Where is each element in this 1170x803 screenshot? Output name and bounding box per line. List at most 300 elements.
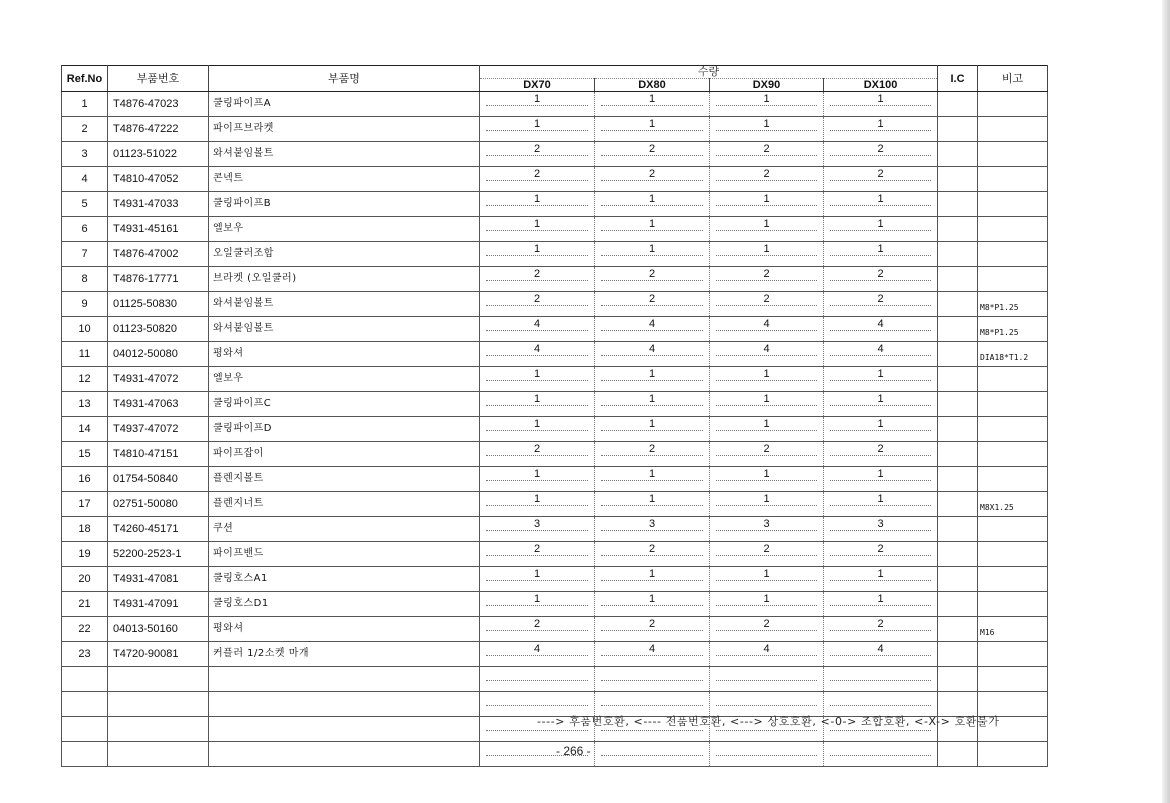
cell-qty-dx70-value: 1 — [486, 419, 588, 431]
cell-part-name: 와셔붙임볼트 — [209, 292, 480, 317]
cell-qty-dx90-value: 2 — [716, 169, 817, 181]
cell-qty-dx80 — [595, 567, 710, 592]
table-row — [62, 117, 1048, 142]
cell-remarks — [978, 267, 1048, 292]
table-row — [62, 317, 1048, 342]
cell-qty-dx100 — [824, 417, 938, 442]
table-row — [62, 742, 1048, 767]
cell-qty-dx90 — [710, 92, 824, 117]
cell-qty-dx70 — [480, 367, 595, 392]
cell-remarks — [978, 517, 1048, 542]
cell-qty-dx80 — [595, 342, 710, 367]
cell-qty-dx80-value: 2 — [601, 169, 703, 181]
cell-qty-dx80-value: 2 — [601, 144, 703, 156]
cell-qty-dx70-value: 2 — [486, 169, 588, 181]
cell-qty-dx80-value: 1 — [601, 594, 703, 606]
cell-qty-dx80-value: 2 — [601, 294, 703, 306]
cell-qty-dx100-value: 4 — [830, 319, 931, 331]
cell-qty-dx90 — [710, 217, 824, 242]
cell-qty-dx100-value: 2 — [830, 444, 931, 456]
cell-qty-dx80-value: 1 — [601, 494, 703, 506]
cell-qty-dx80-value: 1 — [601, 94, 703, 106]
cell-qty-dx80 — [595, 392, 710, 417]
cell-qty-dx70-value: 1 — [486, 194, 588, 206]
cell-qty-dx80 — [595, 267, 710, 292]
cell-part-no: 01123-51022 — [108, 142, 209, 167]
table-row — [62, 367, 1048, 392]
cell-ref-no: 14 — [62, 417, 108, 442]
cell-ref-no: 9 — [62, 292, 108, 317]
cell-qty-dx90 — [710, 167, 824, 192]
cell-qty-dx90 — [710, 642, 824, 667]
cell-qty-dx90-value: 4 — [716, 644, 817, 656]
cell-qty-dx70 — [480, 592, 595, 617]
cell-qty-dx80-value: 2 — [601, 444, 703, 456]
cell-qty-dx100 — [824, 117, 938, 142]
cell-qty-dx90 — [710, 742, 824, 767]
cell-qty-dx80 — [595, 542, 710, 567]
cell-qty-dx80-value: 1 — [601, 119, 703, 131]
cell-qty-dx100-value: 1 — [830, 394, 931, 406]
cell-qty-dx80-value: 4 — [601, 344, 703, 356]
cell-ref-no: 1 — [62, 92, 108, 117]
cell-qty-dx100-value: 3 — [830, 519, 931, 531]
cell-qty-dx90 — [710, 117, 824, 142]
cell-qty-dx70-value: 1 — [486, 369, 588, 381]
cell-qty-dx90 — [710, 442, 824, 467]
cell-qty-dx100-value: 4 — [830, 644, 931, 656]
cell-qty-dx100 — [824, 92, 938, 117]
cell-ref-no: 22 — [62, 617, 108, 642]
cell-qty-dx80 — [595, 417, 710, 442]
table-row — [62, 667, 1048, 692]
table-row — [62, 392, 1048, 417]
header-model-dx70: DX70 — [480, 79, 595, 92]
cell-qty-dx80-value: 1 — [601, 369, 703, 381]
table-row — [62, 617, 1048, 642]
cell-qty-dx70 — [480, 92, 595, 117]
cell-qty-dx80-value: 1 — [601, 469, 703, 481]
cell-qty-dx100 — [824, 242, 938, 267]
cell-qty-dx80 — [595, 367, 710, 392]
cell-qty-dx100 — [824, 667, 938, 692]
cell-remarks — [978, 92, 1048, 117]
cell-qty-dx90 — [710, 467, 824, 492]
cell-part-no: T4876-47222 — [108, 117, 209, 142]
cell-part-name: 쿨링파이프C — [209, 392, 480, 417]
cell-remarks — [978, 642, 1048, 667]
header-model-dx100: DX100 — [824, 79, 938, 92]
cell-qty-dx80-value: 1 — [601, 244, 703, 256]
table-row — [62, 492, 1048, 517]
cell-qty-dx100 — [824, 292, 938, 317]
cell-ref-no: 6 — [62, 217, 108, 242]
cell-remarks: M8*P1.25 — [978, 317, 1048, 342]
cell-qty-dx80-value: 2 — [601, 619, 703, 631]
cell-qty-dx80-value: 1 — [601, 569, 703, 581]
cell-qty-dx70 — [480, 517, 595, 542]
cell-ref-no: 8 — [62, 267, 108, 292]
cell-qty-dx100-value: 2 — [830, 169, 931, 181]
cell-qty-dx90-value: 2 — [716, 619, 817, 631]
cell-ic — [938, 667, 978, 692]
cell-part-name: 오일쿨러조합 — [209, 242, 480, 267]
cell-part-no: 04013-50160 — [108, 617, 209, 642]
cell-ref-no: 11 — [62, 342, 108, 367]
cell-qty-dx90-value — [716, 694, 817, 706]
cell-part-no — [108, 667, 209, 692]
cell-qty-dx80-value: 1 — [601, 419, 703, 431]
cell-part-name: 쿨링호스A1 — [209, 567, 480, 592]
cell-ic — [938, 392, 978, 417]
cell-qty-dx80 — [595, 142, 710, 167]
cell-qty-dx70-value: 1 — [486, 494, 588, 506]
cell-qty-dx70-value: 1 — [486, 594, 588, 606]
cell-part-name: 평와셔 — [209, 342, 480, 367]
cell-qty-dx90 — [710, 192, 824, 217]
cell-qty-dx100 — [824, 217, 938, 242]
cell-remarks — [978, 167, 1048, 192]
cell-qty-dx90-value: 2 — [716, 269, 817, 281]
cell-part-no: T4876-47023 — [108, 92, 209, 117]
cell-qty-dx70 — [480, 417, 595, 442]
cell-qty-dx100 — [824, 192, 938, 217]
cell-part-no: T4931-45161 — [108, 217, 209, 242]
header-remarks: 비고 — [978, 66, 1048, 92]
cell-qty-dx80 — [595, 592, 710, 617]
cell-ref-no: 15 — [62, 442, 108, 467]
cell-ic — [938, 317, 978, 342]
cell-qty-dx90-value: 1 — [716, 194, 817, 206]
cell-remarks — [978, 542, 1048, 567]
cell-qty-dx70 — [480, 342, 595, 367]
table-row — [62, 217, 1048, 242]
table-row — [62, 292, 1048, 317]
cell-qty-dx90 — [710, 242, 824, 267]
cell-part-name — [209, 742, 480, 767]
cell-qty-dx70-value: 2 — [486, 144, 588, 156]
cell-qty-dx70 — [480, 267, 595, 292]
cell-ic — [938, 167, 978, 192]
cell-part-no: T4931-47063 — [108, 392, 209, 417]
cell-qty-dx80-value — [601, 669, 703, 681]
cell-remarks — [978, 467, 1048, 492]
cell-qty-dx70 — [480, 642, 595, 667]
table-row — [62, 642, 1048, 667]
cell-qty-dx100 — [824, 167, 938, 192]
table-row — [62, 467, 1048, 492]
cell-remarks — [978, 242, 1048, 267]
cell-qty-dx100-value: 1 — [830, 219, 931, 231]
cell-qty-dx70 — [480, 667, 595, 692]
cell-qty-dx70 — [480, 542, 595, 567]
cell-part-name: 엘보우 — [209, 367, 480, 392]
table-row — [62, 592, 1048, 617]
cell-part-name: 파이프브라켓 — [209, 117, 480, 142]
table-row — [62, 242, 1048, 267]
cell-part-name: 파이프밴드 — [209, 542, 480, 567]
cell-qty-dx90 — [710, 592, 824, 617]
cell-qty-dx80 — [595, 292, 710, 317]
cell-ic — [938, 242, 978, 267]
header-ic: I.C — [938, 66, 978, 92]
cell-qty-dx80 — [595, 492, 710, 517]
cell-qty-dx90 — [710, 617, 824, 642]
cell-ref-no: 17 — [62, 492, 108, 517]
cell-qty-dx100-value: 2 — [830, 294, 931, 306]
cell-qty-dx90 — [710, 417, 824, 442]
cell-ref-no: 5 — [62, 192, 108, 217]
cell-qty-dx100 — [824, 542, 938, 567]
cell-qty-dx90-value — [716, 744, 817, 756]
cell-ic — [938, 442, 978, 467]
cell-ref-no — [62, 667, 108, 692]
cell-qty-dx70-value: 2 — [486, 294, 588, 306]
cell-qty-dx70-value: 1 — [486, 469, 588, 481]
cell-qty-dx100-value: 4 — [830, 344, 931, 356]
table-row — [62, 417, 1048, 442]
cell-ref-no: 3 — [62, 142, 108, 167]
cell-ref-no: 4 — [62, 167, 108, 192]
cell-part-no: 01125-50830 — [108, 292, 209, 317]
cell-part-no: T4260-45171 — [108, 517, 209, 542]
cell-ic — [938, 267, 978, 292]
cell-qty-dx80-value: 3 — [601, 519, 703, 531]
cell-qty-dx80-value — [601, 744, 703, 756]
cell-qty-dx90-value: 2 — [716, 294, 817, 306]
cell-qty-dx70-value: 2 — [486, 544, 588, 556]
cell-qty-dx100-value: 2 — [830, 269, 931, 281]
cell-qty-dx100-value: 1 — [830, 494, 931, 506]
cell-qty-dx90-value: 1 — [716, 244, 817, 256]
cell-part-no — [108, 742, 209, 767]
cell-ic — [938, 292, 978, 317]
cell-qty-dx90-value: 4 — [716, 319, 817, 331]
cell-part-no: T4937-47072 — [108, 417, 209, 442]
cell-qty-dx100-value: 1 — [830, 94, 931, 106]
cell-part-name — [209, 717, 480, 742]
cell-qty-dx100-value — [830, 744, 931, 756]
cell-qty-dx80 — [595, 192, 710, 217]
cell-qty-dx100-value: 1 — [830, 594, 931, 606]
cell-ic — [938, 542, 978, 567]
cell-qty-dx70-value — [486, 694, 588, 706]
cell-qty-dx100-value: 1 — [830, 569, 931, 581]
header-model-dx90: DX90 — [710, 79, 824, 92]
cell-qty-dx100-value: 2 — [830, 619, 931, 631]
cell-qty-dx90-value: 1 — [716, 594, 817, 606]
cell-qty-dx70-value: 2 — [486, 444, 588, 456]
cell-qty-dx90-value: 2 — [716, 544, 817, 556]
cell-qty-dx90-value: 1 — [716, 119, 817, 131]
cell-qty-dx70 — [480, 292, 595, 317]
cell-ic — [938, 617, 978, 642]
cell-part-name: 파이프잡이 — [209, 442, 480, 467]
cell-part-no: T4876-47002 — [108, 242, 209, 267]
cell-qty-dx90 — [710, 667, 824, 692]
cell-part-name: 콘넥트 — [209, 167, 480, 192]
cell-part-name: 커플러 1/2소켓 마개 — [209, 642, 480, 667]
cell-qty-dx100 — [824, 442, 938, 467]
cell-qty-dx100 — [824, 367, 938, 392]
cell-ic — [938, 367, 978, 392]
cell-part-no: T4931-47072 — [108, 367, 209, 392]
page-number: - 266 - — [556, 744, 591, 758]
cell-qty-dx70 — [480, 442, 595, 467]
cell-part-no: T4810-47052 — [108, 167, 209, 192]
cell-part-no: T4876-17771 — [108, 267, 209, 292]
cell-qty-dx90-value — [716, 669, 817, 681]
cell-ref-no — [62, 692, 108, 717]
cell-qty-dx80 — [595, 92, 710, 117]
cell-qty-dx70-value: 4 — [486, 644, 588, 656]
cell-ic — [938, 217, 978, 242]
table-row — [62, 342, 1048, 367]
cell-qty-dx90-value: 4 — [716, 344, 817, 356]
cell-qty-dx100-value: 1 — [830, 369, 931, 381]
cell-ic — [938, 467, 978, 492]
cell-remarks — [978, 217, 1048, 242]
header-quantity: 수량 — [480, 66, 938, 79]
cell-part-no — [108, 692, 209, 717]
cell-qty-dx80-value: 1 — [601, 219, 703, 231]
cell-qty-dx90 — [710, 367, 824, 392]
cell-qty-dx80 — [595, 667, 710, 692]
cell-qty-dx100-value: 1 — [830, 194, 931, 206]
cell-ic — [938, 742, 978, 767]
cell-qty-dx90 — [710, 292, 824, 317]
cell-qty-dx80 — [595, 742, 710, 767]
header-part-no: 부품번호 — [108, 66, 209, 92]
cell-part-no: 02751-50080 — [108, 492, 209, 517]
cell-ref-no: 19 — [62, 542, 108, 567]
cell-ref-no — [62, 742, 108, 767]
cell-qty-dx70-value: 1 — [486, 244, 588, 256]
cell-qty-dx100-value: 1 — [830, 419, 931, 431]
cell-qty-dx100-value: 2 — [830, 544, 931, 556]
cell-qty-dx100 — [824, 342, 938, 367]
cell-remarks: M8*P1.25 — [978, 292, 1048, 317]
cell-qty-dx80 — [595, 517, 710, 542]
header-ref-no: Ref.No — [62, 66, 108, 92]
cell-qty-dx70 — [480, 192, 595, 217]
cell-part-no — [108, 717, 209, 742]
cell-ic — [938, 192, 978, 217]
cell-part-no: T4810-47151 — [108, 442, 209, 467]
cell-qty-dx90 — [710, 567, 824, 592]
cell-part-no: 04012-50080 — [108, 342, 209, 367]
cell-part-no: T4931-47081 — [108, 567, 209, 592]
cell-qty-dx70-value: 4 — [486, 344, 588, 356]
cell-qty-dx70 — [480, 467, 595, 492]
cell-qty-dx80 — [595, 242, 710, 267]
cell-ic — [938, 642, 978, 667]
cell-qty-dx90 — [710, 142, 824, 167]
cell-qty-dx100 — [824, 567, 938, 592]
cell-qty-dx90-value: 1 — [716, 394, 817, 406]
cell-part-name: 평와셔 — [209, 617, 480, 642]
cell-part-name: 쿠션 — [209, 517, 480, 542]
cell-part-name: 쿨링파이프B — [209, 192, 480, 217]
cell-ic — [938, 92, 978, 117]
cell-qty-dx100-value: 2 — [830, 144, 931, 156]
parts-table — [61, 65, 1048, 767]
cell-qty-dx100 — [824, 642, 938, 667]
cell-ic — [938, 517, 978, 542]
table-row — [62, 192, 1048, 217]
cell-ic — [938, 567, 978, 592]
header-model-dx80: DX80 — [595, 79, 710, 92]
cell-qty-dx70-value: 1 — [486, 219, 588, 231]
cell-part-name: 플렌지너트 — [209, 492, 480, 517]
header-part-name: 부품명 — [209, 66, 480, 92]
cell-qty-dx100 — [824, 492, 938, 517]
cell-part-name: 쿨링파이프D — [209, 417, 480, 442]
cell-part-no: T4931-47033 — [108, 192, 209, 217]
cell-part-name — [209, 692, 480, 717]
cell-qty-dx90-value: 1 — [716, 569, 817, 581]
cell-ic — [938, 492, 978, 517]
cell-remarks — [978, 392, 1048, 417]
cell-remarks — [978, 567, 1048, 592]
cell-qty-dx70 — [480, 242, 595, 267]
cell-qty-dx70-value: 2 — [486, 269, 588, 281]
cell-part-name — [209, 667, 480, 692]
cell-part-no: 01754-50840 — [108, 467, 209, 492]
cell-qty-dx100 — [824, 392, 938, 417]
cell-qty-dx80 — [595, 167, 710, 192]
cell-ref-no: 13 — [62, 392, 108, 417]
cell-part-name: 플렌지볼트 — [209, 467, 480, 492]
table-row — [62, 267, 1048, 292]
cell-ref-no: 18 — [62, 517, 108, 542]
cell-ref-no: 16 — [62, 467, 108, 492]
interchangeability-legend: ----> 후품번호환, <---- 전품번호환, <---> 상호호환, <-0-> 조합호환, <-X-> 호환불가 — [537, 715, 1000, 728]
cell-qty-dx90-value: 2 — [716, 444, 817, 456]
cell-qty-dx90 — [710, 542, 824, 567]
cell-qty-dx80-value: 2 — [601, 544, 703, 556]
cell-qty-dx90-value: 1 — [716, 469, 817, 481]
cell-part-name: 엘보우 — [209, 217, 480, 242]
cell-remarks: M16 — [978, 617, 1048, 642]
cell-remarks — [978, 442, 1048, 467]
cell-qty-dx70 — [480, 567, 595, 592]
table-row — [62, 542, 1048, 567]
cell-qty-dx100 — [824, 517, 938, 542]
cell-remarks — [978, 667, 1048, 692]
cell-part-no: 01123-50820 — [108, 317, 209, 342]
cell-qty-dx80-value — [601, 694, 703, 706]
cell-ref-no: 21 — [62, 592, 108, 617]
cell-ic — [938, 592, 978, 617]
cell-qty-dx90 — [710, 492, 824, 517]
cell-remarks — [978, 742, 1048, 767]
cell-qty-dx80 — [595, 217, 710, 242]
cell-qty-dx90 — [710, 342, 824, 367]
cell-qty-dx90-value: 2 — [716, 144, 817, 156]
cell-qty-dx80-value: 1 — [601, 194, 703, 206]
cell-qty-dx70-value: 1 — [486, 394, 588, 406]
cell-qty-dx70-value: 3 — [486, 519, 588, 531]
cell-remarks — [978, 117, 1048, 142]
cell-remarks — [978, 142, 1048, 167]
cell-qty-dx90 — [710, 517, 824, 542]
cell-remarks — [978, 367, 1048, 392]
cell-qty-dx80 — [595, 617, 710, 642]
cell-ref-no: 12 — [62, 367, 108, 392]
cell-qty-dx90-value: 3 — [716, 519, 817, 531]
cell-part-name: 와셔붙임볼트 — [209, 142, 480, 167]
